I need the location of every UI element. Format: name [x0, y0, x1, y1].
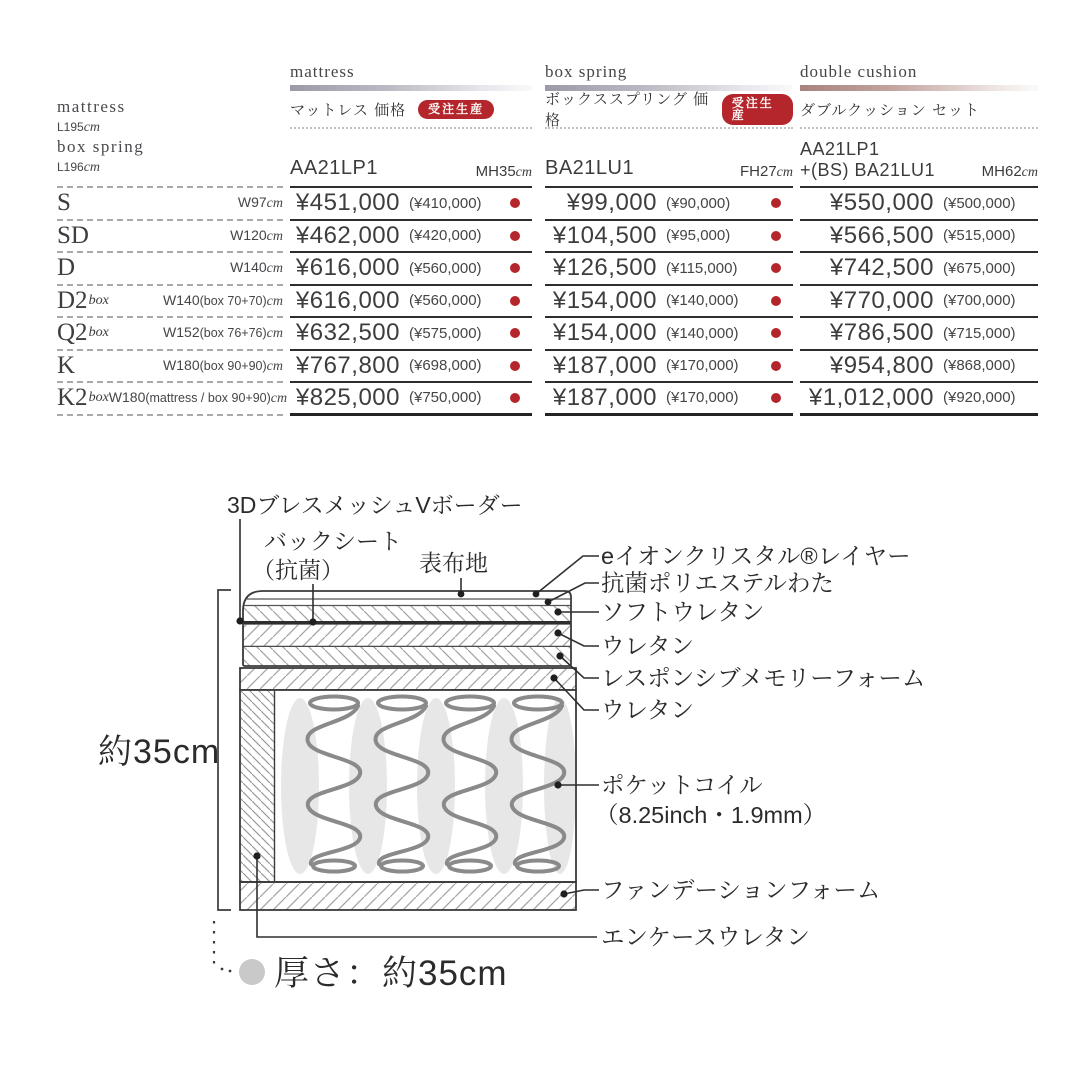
size-label: K	[57, 351, 76, 379]
price-excl-tax: (¥560,000)	[409, 259, 482, 277]
label-side-height: 約35cm	[98, 733, 221, 771]
size-width-unit: cm	[266, 293, 283, 309]
model-height: MH62	[981, 163, 1022, 180]
price-excl-tax: (¥410,000)	[409, 194, 482, 212]
back-sheet-line	[243, 621, 572, 625]
price-main: ¥187,000	[552, 351, 657, 379]
price-excl-tax: (¥140,000)	[666, 324, 739, 342]
size-width: W180	[108, 389, 146, 406]
price-excl-tax: (¥515,000)	[943, 227, 1016, 245]
price-main: ¥825,000	[295, 383, 400, 411]
size-label: Q2	[57, 319, 88, 347]
price-excl-tax: (¥115,000)	[666, 259, 738, 277]
price-main: ¥187,000	[552, 383, 657, 411]
thickness-bullet	[239, 959, 265, 985]
price-main: ¥770,000	[829, 286, 934, 314]
model-code: AA21LP1	[290, 157, 379, 180]
column-title-jp: ダブルクッション セット	[800, 101, 980, 119]
size-width: W152	[163, 324, 200, 341]
price-main: ¥742,500	[829, 254, 934, 282]
column-title-en: box spring	[545, 62, 628, 81]
size-label: S	[57, 189, 71, 217]
size-sub: box	[88, 390, 109, 406]
size-sub: box	[88, 292, 109, 308]
price-main: ¥632,500	[295, 319, 400, 347]
label-pocket-coil: ポケットコイル	[601, 772, 763, 798]
price-main: ¥154,000	[552, 286, 657, 314]
price-excl-tax: (¥698,000)	[409, 357, 482, 375]
size-width-unit: cm	[266, 228, 283, 244]
boxspring-length-label: box spring	[57, 137, 145, 156]
price-main: ¥954,800	[829, 351, 934, 379]
size-width-unit: cm	[266, 326, 283, 342]
size-width-unit: cm	[266, 358, 283, 374]
urethane-layer-2	[240, 668, 576, 690]
price-main: ¥786,500	[829, 319, 934, 347]
size-width-unit: cm	[266, 261, 283, 277]
price-excl-tax: (¥560,000)	[409, 292, 482, 310]
price-excl-tax: (¥750,000)	[409, 389, 482, 407]
mattress-length-label: mattress	[57, 97, 126, 116]
price-main: ¥104,500	[552, 221, 657, 249]
size-width: W140	[230, 259, 267, 276]
price-main: ¥1,012,000	[808, 383, 934, 411]
column-title-jp: ボックススプリング 価格	[545, 91, 710, 129]
size-width-unit: cm	[270, 391, 288, 407]
pillow-top-block	[243, 591, 572, 667]
price-main: ¥99,000	[566, 189, 657, 217]
price-excl-tax: (¥420,000)	[409, 227, 482, 245]
size-width-extra: (mattress / box 90+90)	[145, 391, 271, 406]
size-width: W97	[237, 194, 267, 211]
column-title-en: mattress	[290, 62, 355, 81]
label-cover-fabric: 表布地	[419, 550, 488, 576]
label-urethane-2: ウレタン	[601, 697, 695, 723]
price-excl-tax: (¥575,000)	[409, 324, 482, 342]
label-urethane-1: ウレタン	[601, 633, 695, 659]
model-height-unit: cm	[515, 165, 532, 180]
price-excl-tax: (¥170,000)	[666, 357, 739, 375]
model-height-unit: cm	[776, 165, 793, 180]
model-height: MH35	[475, 163, 516, 180]
label-foundation-foam: ファンデーションフォーム	[601, 877, 881, 903]
price-excl-tax: (¥700,000)	[943, 292, 1016, 310]
size-sub: box	[88, 325, 109, 341]
column-title-en: double cushion	[800, 62, 918, 81]
price-main: ¥154,000	[552, 319, 657, 347]
price-main: ¥451,000	[295, 189, 400, 217]
price-main: ¥616,000	[295, 286, 400, 314]
made-to-order-badge: 受注生産	[418, 100, 494, 119]
model-code: BA21LU1	[545, 157, 635, 180]
size-width: W180	[163, 356, 200, 373]
label-back-sheet-antibacterial: （抗菌）	[252, 557, 344, 583]
size-width-extra: (box 90+90)	[199, 358, 267, 373]
model-code-2: +(BS) BA21LU1	[800, 159, 936, 180]
urethane-layer-1	[243, 625, 572, 646]
price-excl-tax: (¥95,000)	[666, 227, 731, 245]
price-excl-tax: (¥140,000)	[666, 292, 739, 310]
label-thickness: 厚さ：約35cm	[274, 954, 508, 993]
mattress-length-unit: cm	[83, 120, 101, 135]
foundation-foam-layer	[240, 882, 576, 910]
label-back-sheet: バックシート	[264, 528, 402, 554]
price-excl-tax: (¥868,000)	[943, 357, 1016, 375]
model-code: AA21LP1	[800, 138, 880, 159]
size-width-extra: (box 70+70)	[199, 293, 267, 308]
label-3d-breath-mesh: 3DブレスメッシュVボーダー	[227, 492, 523, 518]
price-main: ¥616,000	[295, 254, 400, 282]
label-encase-urethane: エンケースウレタン	[601, 924, 810, 950]
price-main: ¥566,500	[829, 221, 934, 249]
label-e-ion-crystal: eイオンクリスタル®レイヤー	[601, 543, 911, 569]
label-soft-urethane: ソフトウレタン	[601, 599, 765, 625]
price-excl-tax: (¥715,000)	[943, 324, 1016, 342]
price-excl-tax: (¥90,000)	[666, 194, 731, 212]
made-to-order-badge: 受注生産	[722, 94, 793, 125]
mattress-length-value: L195	[57, 120, 84, 134]
price-main: ¥767,800	[295, 351, 400, 379]
size-width-extra: (box 76+76)	[199, 326, 267, 341]
size-width: W120	[230, 226, 267, 243]
label-responsive-memory-foam: レスポンシブメモリーフォーム	[601, 665, 926, 691]
soft-urethane-layer	[243, 606, 572, 621]
price-excl-tax: (¥500,000)	[943, 194, 1016, 212]
size-width: W140	[163, 291, 200, 308]
model-height-unit: cm	[1021, 165, 1038, 180]
size-label: D2	[57, 286, 88, 314]
size-label: SD	[57, 221, 89, 249]
boxspring-length-unit: cm	[83, 160, 101, 175]
size-width-unit: cm	[266, 196, 283, 212]
label-antibacterial-polyester: 抗菌ポリエステルわた	[601, 570, 834, 596]
size-label: D	[57, 254, 76, 282]
price-main: ¥126,500	[552, 254, 657, 282]
price-excl-tax: (¥920,000)	[943, 389, 1016, 407]
column-title-jp: マットレス 価格	[290, 101, 407, 119]
boxspring-length-value: L196	[57, 160, 84, 174]
core-block	[240, 668, 576, 910]
price-excl-tax: (¥675,000)	[943, 259, 1016, 277]
size-label: K2	[57, 384, 88, 412]
label-pocket-coil-spec: （8.25inch・1.9mm）	[595, 802, 827, 828]
memory-foam-layer	[243, 647, 572, 666]
model-height: FH27	[739, 163, 777, 180]
price-main: ¥550,000	[829, 189, 934, 217]
price-excl-tax: (¥170,000)	[666, 389, 739, 407]
price-main: ¥462,000	[295, 221, 400, 249]
